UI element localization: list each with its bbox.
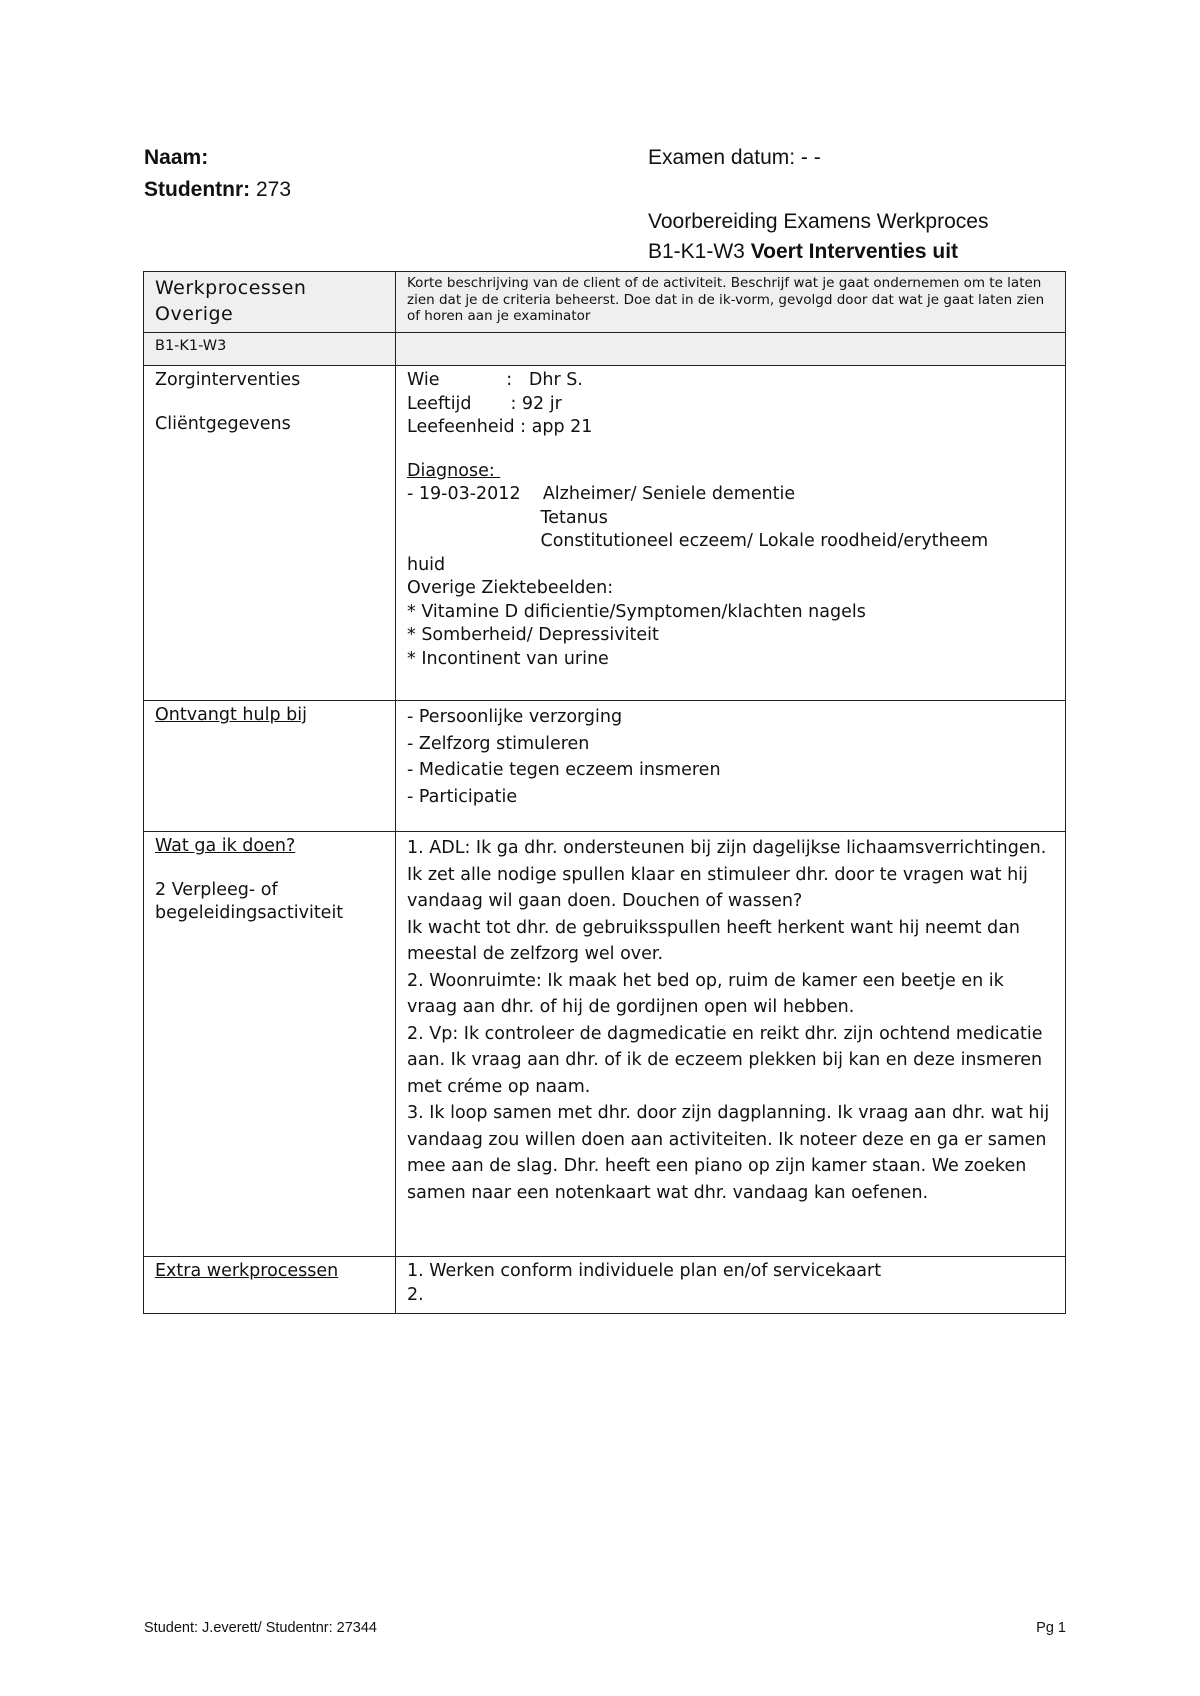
diagnosis-line: Constitutioneel eczeem/ Lokale roodheid/erytheem	[407, 531, 989, 551]
extra-item: 2.	[407, 1284, 424, 1305]
work-process-title	[648, 240, 958, 264]
diagnosis-line: * Somberheid/ Depressiviteit	[407, 625, 659, 645]
work-process-name: Voert Interventies uit	[750, 240, 959, 263]
activity-paragraph: 3. Ik loop samen met dhr. door zijn dagplanning. Ik vraag aan dhr. wat hij vandaag zou willen doen aan activiteiten. Ik noteer deze en ga er samen mee aan de slag. Dhr. heeft een piano op zijn kamer staan. We zoeken samen naar een notenkaart wat dhr. vandaag kan oefenen.	[407, 1103, 1050, 1203]
activity-paragraph: 2. Vp: Ik controleer de dagmedicatie en reikt dhr. zijn ochtend medicatie aan. Ik vraag aan dhr. of ik de eczeem plekken bij kan en deze insmeren met créme op naam.	[407, 1023, 1043, 1097]
client-data-label: Cliëntgegevens	[155, 413, 291, 434]
help-items-cell	[396, 701, 1066, 832]
client-label-cell	[144, 366, 396, 701]
header-col1: Werkprocessen Overige	[144, 272, 396, 333]
preparation-title: Voorbereiding Examens Werkproces	[648, 210, 989, 233]
activity-paragraph: 1. ADL: Ik ga dhr. ondersteunen bij zijn dagelijkse lichaamsverrichtingen. Ik zet alle nodige spullen klaar en stimuleer dhr. door te vragen wat hij vandaag wil gaan doen. Douchen of wassen?	[407, 838, 1047, 911]
diagnosis-line: * Incontinent van urine	[407, 648, 609, 669]
diagnosis-label: Diagnose:	[407, 460, 501, 481]
care-interventions-label: Zorginterventies	[155, 370, 301, 390]
client-info-line: Leefeenheid : app 21	[407, 417, 593, 437]
extra-row	[144, 1257, 1066, 1314]
code-row	[144, 333, 1066, 366]
extra-item: 1. Werken conform individuele plan en/of servicekaart	[407, 1261, 882, 1281]
help-label: Ontvangt hulp bij	[155, 705, 307, 725]
work-process-table	[143, 271, 1066, 1314]
work-process-code: B1-K1-W3	[648, 240, 745, 263]
what-do-i-do-label: Wat ga ik doen?	[155, 836, 296, 856]
exam-date-line	[648, 146, 821, 170]
header-col2: Korte beschrijving van de client of de activiteit. Beschrijf wat je gaat ondernemen om te laten zien dat je de criteria beheerst. Doe dat in de ik-vorm, gevolgd door dat wat je gaat laten zien of horen aan je examinator	[396, 272, 1066, 333]
activities-row	[144, 832, 1066, 1257]
student-number-label: Studentnr:	[144, 178, 251, 201]
help-row	[144, 701, 1066, 832]
help-item: - Medicatie tegen eczeem insmeren	[407, 760, 721, 780]
extra-items-cell	[396, 1257, 1066, 1314]
help-item: - Participatie	[407, 786, 518, 807]
diagnosis-line: Overige Ziektebeelden:	[407, 578, 614, 598]
extra-label-cell	[144, 1257, 396, 1314]
diagnosis-line: - 19-03-2012 Alzheimer/ Seniele dementie	[407, 484, 796, 504]
activity-paragraph: 2. Woonruimte: Ik maak het bed op, ruim de kamer een beetje en ik vraag aan dhr. of hij de gordijnen open wil hebben.	[407, 970, 1004, 1017]
diagnosis-line: * Vitamine D dificientie/Symptomen/klachten nagels	[407, 601, 866, 622]
help-item: - Zelfzorg stimuleren	[407, 733, 590, 754]
name-label: Naam:	[144, 146, 209, 169]
exam-date-value: - -	[800, 146, 821, 169]
activities-label-cell	[144, 832, 396, 1257]
help-label-cell	[144, 701, 396, 832]
activity-paragraph: Ik wacht tot dhr. de gebruiksspullen heeft herkent want hij neemt dan meestal de zelfzorg wel over.	[407, 917, 1020, 964]
client-info-line: Wie : Dhr S.	[407, 370, 583, 390]
client-row	[144, 366, 1066, 701]
student-number-line	[144, 178, 291, 202]
client-details-cell	[396, 366, 1066, 701]
activities-cell	[396, 832, 1066, 1257]
code-empty-cell	[396, 333, 1066, 366]
client-info-line: Leeftijd : 92 jr	[407, 393, 562, 414]
table-header-row	[144, 272, 1066, 333]
student-number-value: 273	[256, 178, 292, 201]
page-number: Pg 1	[1036, 1620, 1066, 1636]
diagnosis-line: huid	[407, 554, 446, 575]
help-item: - Persoonlijke verzorging	[407, 707, 623, 727]
footer-student: Student: J.everett/ Studentnr: 27344	[144, 1620, 377, 1636]
exam-date-label: Examen datum:	[648, 146, 796, 169]
diagnosis-line: Tetanus	[407, 507, 608, 528]
activity-type-label: 2 Verpleeg- of begeleidingsactiviteit	[155, 879, 344, 923]
code-cell: B1-K1-W3	[144, 333, 396, 366]
extra-processes-label: Extra werkprocessen	[155, 1261, 339, 1281]
